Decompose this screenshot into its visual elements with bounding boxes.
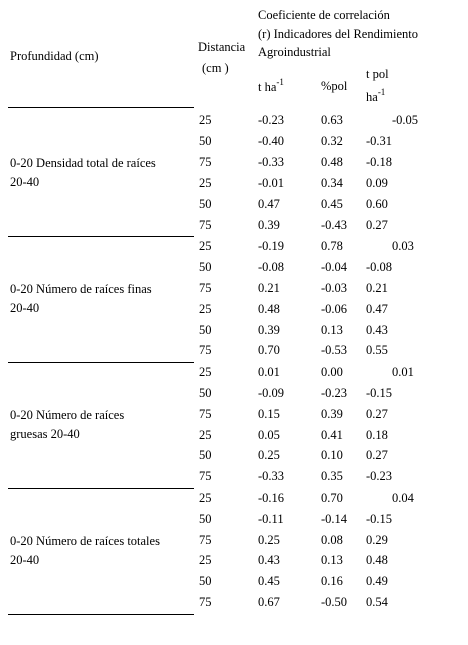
cell-distance: 75: [199, 280, 212, 295]
cell-pol-percent: 0.35: [321, 469, 343, 484]
header-ha-exp: -1: [377, 87, 386, 97]
cell-t-pol-ha: 0.01: [392, 364, 414, 379]
cell-pol-percent: -0.14: [321, 511, 348, 526]
cell-t-ha: -0.11: [258, 511, 284, 526]
cell-t-pol-ha: 0.03: [392, 238, 414, 253]
cell-t-ha: 0.39: [258, 322, 280, 337]
cell-pol-percent: 0.32: [321, 133, 343, 148]
cell-pol-percent: -0.23: [321, 385, 348, 400]
cell-t-pol-ha: 0.49: [366, 574, 388, 589]
cell-pol-percent: 0.41: [321, 427, 343, 442]
cell-t-ha: 0.01: [258, 364, 280, 379]
cell-t-ha: -0.40: [258, 133, 285, 148]
header-t-ha-base: t ha: [258, 80, 277, 94]
cell-t-pol-ha: 0.21: [366, 280, 388, 295]
cell-t-ha: -0.33: [258, 154, 285, 169]
cell-t-ha: 0.43: [258, 553, 280, 568]
cell-t-pol-ha: 0.27: [366, 406, 388, 421]
cell-distance: 75: [199, 595, 212, 610]
cell-pol-percent: 0.78: [321, 238, 343, 253]
cell-t-pol-ha: 0.47: [366, 301, 388, 316]
cell-t-pol-ha: -0.08: [366, 259, 393, 274]
header-correlation-title: Coeficiente de correlación: [258, 8, 390, 22]
group-label-depth: gruesas 20-40: [10, 426, 80, 441]
cell-t-ha: 0.67: [258, 595, 280, 610]
header-correlation-subtitle: (r) Indicadores del Rendimiento: [258, 27, 419, 41]
cell-t-pol-ha: -0.23: [366, 469, 393, 484]
cell-t-ha: -0.09: [258, 385, 285, 400]
header-distance-unit: (cm ): [202, 61, 229, 75]
cell-t-ha: -0.08: [258, 259, 285, 274]
cell-distance: 75: [199, 154, 212, 169]
header-rule: [8, 107, 194, 108]
cell-t-ha: 0.70: [258, 343, 280, 358]
cell-t-pol-ha: 0.09: [366, 175, 388, 190]
cell-pol-percent: 0.63: [321, 113, 343, 127]
header-ha-base: ha: [366, 90, 378, 104]
cell-distance: 25: [199, 175, 212, 190]
header-correlation-subtitle-2: Agroindustrial: [258, 45, 331, 59]
cell-t-pol-ha: -0.31: [366, 133, 393, 148]
cell-t-pol-ha: 0.29: [366, 532, 388, 547]
cell-t-ha: 0.25: [258, 532, 280, 547]
cell-pol-percent: 0.13: [321, 553, 343, 568]
cell-t-pol-ha: 0.04: [392, 490, 414, 505]
header-pol-percent: %pol: [321, 79, 348, 93]
cell-distance: 75: [199, 217, 212, 232]
cell-pol-percent: 0.13: [321, 322, 343, 337]
cell-t-pol-ha: 0.60: [366, 196, 388, 211]
cell-pol-percent: 0.34: [321, 175, 343, 190]
cell-t-ha: 0.39: [258, 217, 280, 232]
group-label: 0-20 Número de raíces totales: [10, 533, 160, 548]
cell-pol-percent: -0.03: [321, 280, 348, 295]
cell-distance: 50: [199, 448, 212, 463]
cell-t-ha: 0.48: [258, 301, 280, 316]
cell-distance: 75: [199, 406, 212, 421]
header-t-ha: [258, 77, 284, 96]
cell-pol-percent: 0.39: [321, 406, 343, 421]
cell-distance: 75: [199, 532, 212, 547]
cell-t-ha: -0.01: [258, 175, 285, 190]
header-ha: [366, 87, 386, 106]
cell-t-ha: -0.16: [258, 490, 285, 505]
cell-distance: 25: [199, 364, 212, 379]
cell-t-ha: 0.47: [258, 196, 280, 211]
cell-distance: 50: [199, 259, 212, 274]
group-rule: [8, 236, 194, 237]
cell-t-ha: -0.19: [258, 238, 285, 253]
header-t-pol: t pol: [366, 67, 389, 81]
cell-distance: 75: [199, 343, 212, 358]
cell-t-pol-ha: 0.27: [366, 448, 388, 463]
cell-pol-percent: -0.06: [321, 301, 348, 316]
cell-distance: 50: [199, 511, 212, 526]
cell-t-ha: -0.23: [258, 113, 285, 127]
group-label-depth: 20-40: [10, 175, 40, 189]
group-label-depth: 20-40: [10, 300, 40, 315]
cell-pol-percent: -0.04: [321, 259, 348, 274]
cell-t-ha: 0.15: [258, 406, 280, 421]
cell-distance: 25: [199, 490, 212, 505]
cell-t-ha: -0.33: [258, 469, 285, 484]
cell-pol-percent: 0.16: [321, 574, 343, 589]
cell-pol-percent: 0.08: [321, 532, 343, 547]
header-distance: Distancia: [198, 40, 246, 54]
cell-pol-percent: -0.43: [321, 217, 348, 232]
cell-distance: 25: [199, 238, 212, 253]
cell-pol-percent: 0.00: [321, 364, 343, 379]
cell-t-pol-ha: -0.15: [366, 511, 393, 526]
cell-t-ha: 0.21: [258, 280, 280, 295]
cell-distance: 50: [199, 322, 212, 337]
cell-t-ha: 0.45: [258, 574, 280, 589]
group-label: 0-20 Número de raíces: [10, 407, 125, 422]
cell-distance: 50: [199, 385, 212, 400]
cell-distance: 50: [199, 574, 212, 589]
group-rule: [8, 488, 194, 489]
cell-distance: 50: [199, 133, 212, 148]
cell-t-pol-ha: 0.27: [366, 217, 388, 232]
group-label-depth: 20-40: [10, 552, 40, 567]
cell-t-pol-ha: 0.55: [366, 343, 388, 358]
cell-distance: 25: [199, 553, 212, 568]
cell-distance: 25: [199, 427, 212, 442]
group-label: 0-20 Densidad total de raíces: [10, 156, 156, 170]
cell-t-pol-ha: -0.15: [366, 385, 393, 400]
cell-distance: 75: [199, 469, 212, 484]
header-t-ha-exp: -1: [276, 77, 284, 87]
cell-distance: 50: [199, 196, 212, 211]
cell-pol-percent: 0.45: [321, 196, 343, 211]
cell-t-pol-ha: 0.18: [366, 427, 388, 442]
cell-t-pol-ha: 0.43: [366, 322, 388, 337]
cell-pol-percent: -0.53: [321, 343, 348, 358]
group-rule: [8, 362, 194, 363]
cell-t-pol-ha: 0.48: [366, 553, 388, 568]
cell-distance: 25: [199, 113, 212, 127]
cell-pol-percent: -0.50: [321, 595, 348, 610]
cell-pol-percent: 0.48: [321, 154, 343, 169]
cell-t-pol-ha: -0.18: [366, 154, 393, 169]
cell-t-pol-ha: 0.54: [366, 595, 388, 610]
cell-t-ha: 0.05: [258, 427, 280, 442]
group-label: 0-20 Número de raíces finas: [10, 281, 152, 296]
cell-pol-percent: 0.10: [321, 448, 343, 463]
cell-t-ha: 0.25: [258, 448, 280, 463]
header-depth: Profundidad (cm): [10, 49, 99, 63]
group-rule: [8, 614, 194, 615]
cell-t-pol-ha: -0.05: [392, 113, 419, 127]
cell-distance: 25: [199, 301, 212, 316]
cell-pol-percent: 0.70: [321, 490, 343, 505]
